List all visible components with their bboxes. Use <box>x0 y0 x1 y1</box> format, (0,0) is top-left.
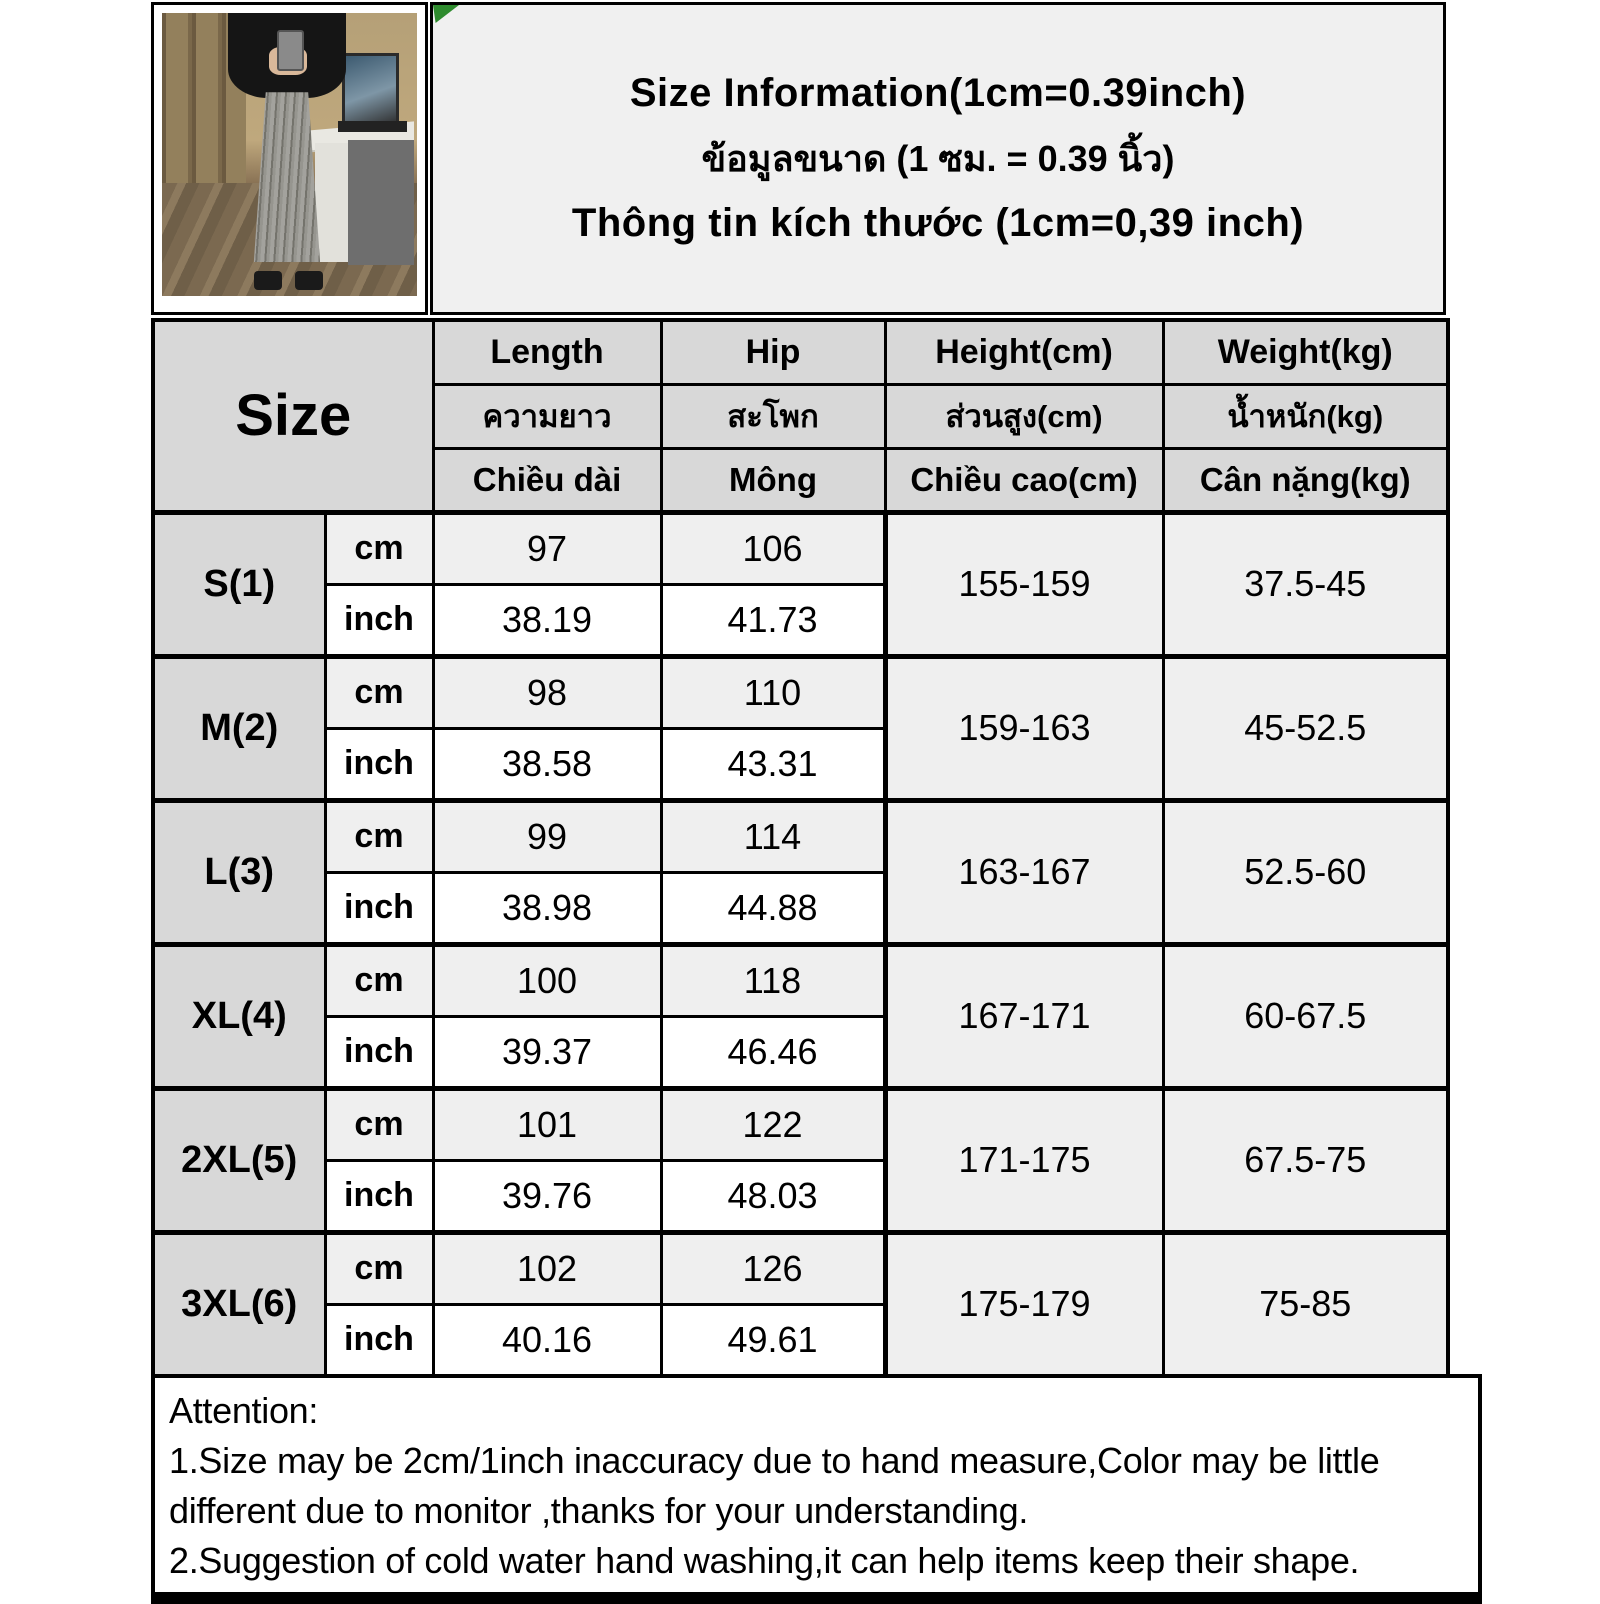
table-row <box>153 1232 1448 1304</box>
length-inch-value: 38.58 <box>433 728 661 800</box>
column-header-weight-th: น้ำหนัก(kg) <box>1163 384 1448 448</box>
hip-cm-value: 106 <box>661 512 885 584</box>
length-cm-value: 101 <box>433 1088 661 1160</box>
size-label: XL(4) <box>153 944 325 1088</box>
photo-desk-front <box>348 140 414 265</box>
length-cm-value: 100 <box>433 944 661 1016</box>
attention-note-1: 1.Size may be 2cm/1inch inaccuracy due to hand measure,Color may be little different due to monitor ,thanks for your understanding. <box>169 1440 1380 1531</box>
photo-sandal-right <box>295 271 323 291</box>
weight-range-value: 52.5-60 <box>1163 800 1448 944</box>
weight-range-value: 67.5-75 <box>1163 1088 1448 1232</box>
table-row <box>153 1088 1448 1160</box>
column-header-height-th: ส่วนสูง(cm) <box>885 384 1163 448</box>
hip-inch-value: 41.73 <box>661 584 885 656</box>
unit-inch-label: inch <box>325 1160 433 1232</box>
weight-range-value: 75-85 <box>1163 1232 1448 1376</box>
column-header-height-vi: Chiều cao(cm) <box>885 448 1163 512</box>
green-corner-marker-icon <box>433 5 459 23</box>
hip-cm-value: 122 <box>661 1088 885 1160</box>
length-cm-value: 102 <box>433 1232 661 1304</box>
photo-desk-column <box>315 143 348 262</box>
product-photo <box>151 2 428 315</box>
length-inch-value: 39.37 <box>433 1016 661 1088</box>
unit-cm-label: cm <box>325 944 433 1016</box>
hip-inch-value: 44.88 <box>661 872 885 944</box>
length-inch-value: 38.19 <box>433 584 661 656</box>
column-header-hip-th: สะโพก <box>661 384 885 448</box>
table-row <box>153 944 1448 1016</box>
photo-laptop-base <box>338 121 407 132</box>
photo-sandal-left <box>254 271 282 291</box>
column-header-weight-en: Weight(kg) <box>1163 320 1448 384</box>
length-inch-value: 38.98 <box>433 872 661 944</box>
size-label: S(1) <box>153 512 325 656</box>
unit-inch-label: inch <box>325 1304 433 1376</box>
hip-cm-value: 118 <box>661 944 885 1016</box>
hip-inch-value: 48.03 <box>661 1160 885 1232</box>
length-cm-value: 98 <box>433 656 661 728</box>
title-vietnamese: Thông tin kích thước (1cm=0,39 inch) <box>571 201 1305 245</box>
height-range-value: 171-175 <box>885 1088 1163 1232</box>
column-header-hip-en: Hip <box>661 320 885 384</box>
unit-inch-label: inch <box>325 872 433 944</box>
size-label: M(2) <box>153 656 325 800</box>
unit-inch-label: inch <box>325 728 433 800</box>
height-range-value: 155-159 <box>885 512 1163 656</box>
unit-cm-label: cm <box>325 800 433 872</box>
weight-range-value: 60-67.5 <box>1163 944 1448 1088</box>
hip-cm-value: 114 <box>661 800 885 872</box>
attention-notes <box>151 1374 1482 1604</box>
unit-cm-label: cm <box>325 656 433 728</box>
column-header-length-th: ความยาว <box>433 384 661 448</box>
hip-cm-value: 126 <box>661 1232 885 1304</box>
weight-range-value: 45-52.5 <box>1163 656 1448 800</box>
length-inch-value: 39.76 <box>433 1160 661 1232</box>
length-cm-value: 97 <box>433 512 661 584</box>
size-label: 2XL(5) <box>153 1088 325 1232</box>
title-english: Size Information(1cm=0.39inch) <box>629 71 1247 115</box>
column-header-length-en: Length <box>433 320 661 384</box>
size-label: 3XL(6) <box>153 1232 325 1376</box>
table-row <box>153 512 1448 584</box>
size-column-header: Size <box>153 320 433 512</box>
column-header-length-vi: Chiều dài <box>433 448 661 512</box>
attention-note-2: 2.Suggestion of cold water hand washing,it can help items keep their shape. <box>169 1540 1360 1581</box>
photo-phone-icon <box>277 30 304 71</box>
size-info-header <box>430 2 1446 315</box>
table-row <box>153 656 1448 728</box>
hip-inch-value: 46.46 <box>661 1016 885 1088</box>
length-cm-value: 99 <box>433 800 661 872</box>
hip-inch-value: 43.31 <box>661 728 885 800</box>
height-range-value: 167-171 <box>885 944 1163 1088</box>
weight-range-value: 37.5-45 <box>1163 512 1448 656</box>
product-photo-scene <box>162 13 417 296</box>
photo-laptop-icon <box>342 53 399 127</box>
column-header-height-en: Height(cm) <box>885 320 1163 384</box>
height-range-value: 175-179 <box>885 1232 1163 1376</box>
attention-heading: Attention: <box>169 1390 319 1431</box>
unit-cm-label: cm <box>325 1088 433 1160</box>
hip-inch-value: 49.61 <box>661 1304 885 1376</box>
height-range-value: 159-163 <box>885 656 1163 800</box>
title-thai: ข้อมูลขนาด (1 ซม. = 0.39 นิ้ว) <box>701 138 1175 179</box>
unit-cm-label: cm <box>325 1232 433 1304</box>
unit-inch-label: inch <box>325 584 433 656</box>
photo-striped-pants <box>254 92 320 262</box>
height-range-value: 163-167 <box>885 800 1163 944</box>
unit-cm-label: cm <box>325 512 433 584</box>
size-label: L(3) <box>153 800 325 944</box>
unit-inch-label: inch <box>325 1016 433 1088</box>
table-row <box>153 800 1448 872</box>
length-inch-value: 40.16 <box>433 1304 661 1376</box>
size-table <box>151 318 1450 1378</box>
column-header-weight-vi: Cân nặng(kg) <box>1163 448 1448 512</box>
hip-cm-value: 110 <box>661 656 885 728</box>
column-header-hip-vi: Mông <box>661 448 885 512</box>
